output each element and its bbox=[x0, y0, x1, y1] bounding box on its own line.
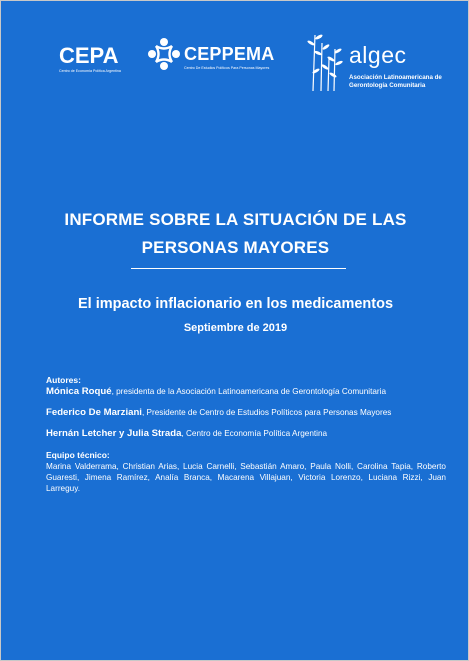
report-subtitle: El impacto inflacionario en los medicamentos bbox=[77, 296, 394, 312]
author-1 bbox=[46, 386, 446, 397]
cepa-logo-name: CEPA bbox=[59, 43, 119, 68]
ceppema-emblem-icon bbox=[147, 37, 181, 71]
algec-logo bbox=[307, 29, 447, 99]
report-title-line-2: PERSONAS MAYORES bbox=[141, 238, 330, 257]
author-2-name: Federico De Marziani bbox=[46, 407, 142, 418]
cepa-logo-subtitle: Centro de Economía Política Argentina bbox=[59, 69, 121, 73]
ceppema-logo-subtitle: Centro De Estudios Políticos Para Personas Mayores bbox=[184, 66, 270, 70]
author-2-description: , Presidente de Centro de Estudios Políticos para Personas Mayores bbox=[141, 408, 392, 417]
author-3 bbox=[46, 428, 446, 439]
credits-section bbox=[46, 375, 446, 494]
author-1-name: Mónica Roqué bbox=[46, 386, 112, 397]
team-members: Marina Valderrama, Christian Arias, Lucia Carnelli, Sebastián Amaro, Paula Nolli, Carolina Tapia, Roberto Guaresti, Jimena Ramírez, Analía Branca, Macarena Villajuan, Victoria Lorenzo, Luciana Rizzi, Juan Larreguy. bbox=[46, 462, 446, 493]
report-title bbox=[1, 206, 469, 262]
algec-logo-subtitle: Asociación Latinoamericana de Gerontología Comunitaria bbox=[349, 74, 442, 89]
report-title-line-1: INFORME SOBRE LA SITUACIÓN DE LAS bbox=[64, 210, 407, 229]
cepa-logo bbox=[59, 45, 131, 74]
bamboo-plant-icon bbox=[307, 29, 343, 91]
report-date: Septiembre de 2019 bbox=[183, 322, 288, 334]
algec-logo-name: algec bbox=[349, 42, 407, 68]
author-2 bbox=[46, 407, 446, 418]
author-3-name: Hernán Letcher y Julia Strada bbox=[46, 428, 182, 439]
authors-label: Autores: bbox=[46, 375, 81, 385]
team-label: Equipo técnico: bbox=[46, 450, 110, 460]
author-3-description: , Centro de Economía Política Argentina bbox=[181, 429, 328, 438]
ceppema-logo-name: CEPPEMA bbox=[184, 44, 275, 64]
author-1-description: , presidenta de la Asociación Latinoamericana de Gerontología Comunitaria bbox=[111, 387, 387, 396]
title-divider bbox=[131, 268, 346, 269]
ceppema-logo bbox=[147, 37, 277, 81]
